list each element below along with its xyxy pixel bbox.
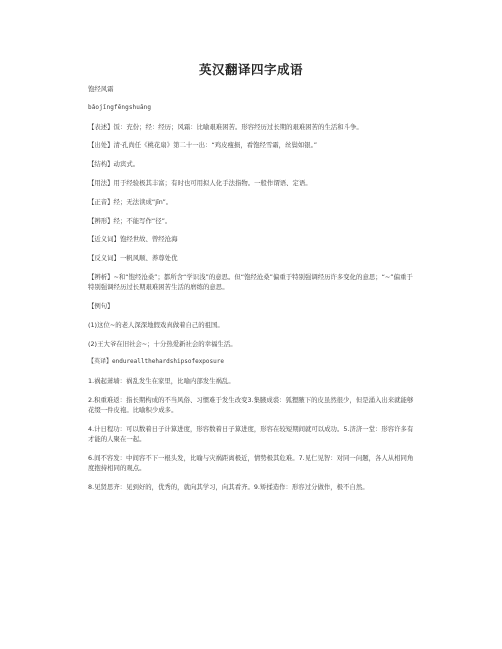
paragraph-usage: 【用法】用于经验极其丰富；有时也可用拟人化手法指物。一般作谓语、定语。 — [88, 178, 312, 187]
paragraph-items-6-7: 6.间不容发：中间容不下一根头发，比喻与灾祸距离极近，情势极其危难。7.见仁见智：对同一问题，各人从相同角度抱持相同的观点。 — [88, 453, 414, 473]
paragraph-example-1: (1)这位~的老人深深地假戏真做着自己的祖国。 — [88, 320, 224, 329]
paragraph-definition: 【表述】饭：充份；经：经历；风霜：比喻艰难困苦。形容经历过长期的艰难困苦的生活和斗争。 — [88, 122, 363, 131]
paragraph-items-4-5: 4.计日程功：可以数着日子计算进度，形容数着日子算进度，形容在较短期间就可以成功。5.济济一堂：形容许多有才能的人聚在一起。 — [88, 424, 414, 444]
paragraph-antonyms: 【反义词】一帆风顺、养尊处优 — [88, 254, 178, 263]
paragraph-source: 【出处】清·孔尚任《桃花扇》第二十一出：“鸡皮瘦损，看饱经雪霜，丝鬓如银。” — [88, 141, 318, 150]
paragraph-examples-heading: 【例句】 — [88, 301, 114, 310]
paragraph-example-2: (2)王大爷在旧社会~；十分热爱新社会的幸福生活。 — [88, 339, 237, 348]
document-body — [88, 84, 418, 501]
paragraph-item-1: 1.祸起萧墙：祸乱发生在家里，比喻内部发生祸乱。 — [88, 377, 235, 386]
idiom-pinyin: bǎojīngfēngshuāng — [88, 103, 152, 111]
paragraph-synonyms: 【近义词】饱经世故、曾经沧海 — [88, 235, 178, 244]
paragraph-form: 【辨形】经；不能写作“径”。 — [88, 216, 172, 225]
paragraph-analysis: 【辨析】~和“饱经沧桑”；都所含“学识浅”的意思。但“饱经沧桑”偏重于特别强调经历许多变化的意思；“~”偏重于特别强调经历过长期艰难困苦生活的磨练的意思。 — [88, 272, 413, 292]
paragraph-items-2-3: 2.积重难返：指长期构成的不当风俗、习惯难于发生改变3.集腋成裘：狐狸腋下的皮虽然很少，但是涌入出来就能够花缀一件皮袍。比喻积少成多。 — [88, 395, 414, 415]
paragraph-structure: 【结构】动宾式。 — [88, 160, 140, 169]
paragraph-english: 【英译】endureallthehardshipsofexposure — [88, 358, 224, 366]
paragraph-items-8-9: 8.见贤思齐：见到好的，优秀的，就向其学习，向其看齐。9.矫揉造作：形容过分做作，极不自然。 — [88, 482, 369, 491]
paragraph-pronunciation: 【正音】经；无法读成“jīn”。 — [88, 197, 173, 206]
document-title: 英汉翻译四字成语 — [198, 62, 303, 77]
idiom-heading: 饱经风霜 — [88, 85, 114, 93]
